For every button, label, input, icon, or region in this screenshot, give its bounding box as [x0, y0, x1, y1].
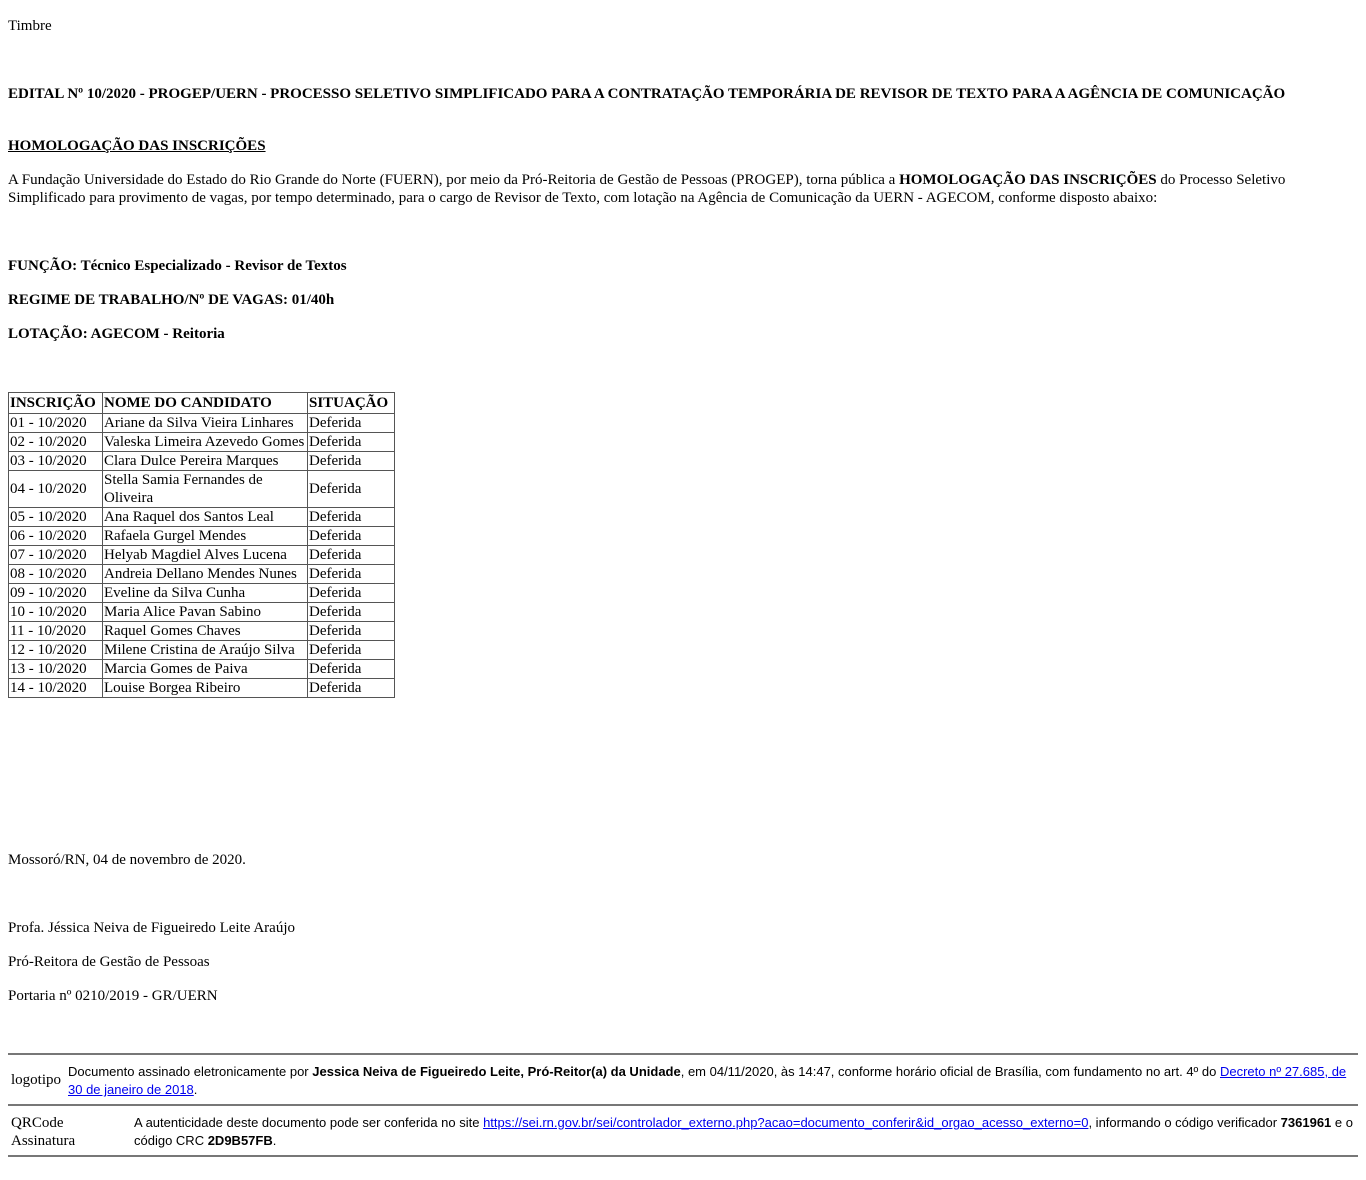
cell-nome: Ariane da Silva Vieira Linhares	[103, 414, 308, 433]
document-title: EDITAL Nº 10/2020 - PROGEP/UERN - PROCESSO SELETIVO SIMPLIFICADO PARA A CONTRATAÇÃO TEMPORÁRIA DE REVISOR DE TEXTO PARA A AGÊNCIA DE COMUNICAÇÃO	[8, 86, 1286, 102]
decree-link[interactable]: Decreto nº 27.685, de 30 de janeiro de 2018	[68, 1064, 1347, 1097]
qrcode-label: QRCode	[11, 1115, 64, 1131]
cell-situacao: Deferida	[308, 546, 395, 565]
cell-nome: Maria Alice Pavan Sabino	[103, 603, 308, 622]
signature-signer-name: Jessica Neiva de Figueiredo Leite	[312, 1064, 521, 1079]
cell-inscricao: 11 - 10/2020	[9, 622, 103, 641]
cell-inscricao: 05 - 10/2020	[9, 508, 103, 527]
qrcode-placeholder	[8, 1114, 134, 1150]
cell-situacao: Deferida	[308, 452, 395, 471]
cell-inscricao: 10 - 10/2020	[9, 603, 103, 622]
table-row	[9, 433, 395, 452]
cell-nome: Andreia Dellano Mendes Nunes	[103, 565, 308, 584]
verification-link[interactable]: https://sei.rn.gov.br/sei/controlador_externo.php?acao=documento_conferir&id_orgao_acesso_externo=0	[483, 1115, 1089, 1130]
header-situacao: SITUAÇÃO	[308, 393, 395, 414]
authenticity-text-middle: , informando o código verificador	[1088, 1115, 1281, 1130]
candidates-table	[8, 392, 395, 698]
crc-code: 2D9B57FB	[207, 1133, 273, 1148]
authenticity-text-end: .	[272, 1133, 277, 1148]
cell-inscricao: 02 - 10/2020	[9, 433, 103, 452]
table-row	[9, 660, 395, 679]
table-row	[9, 527, 395, 546]
work-regime-line: REGIME DE TRABALHO/Nº DE VAGAS: 01/40h	[8, 292, 335, 308]
place-and-date: Mossoró/RN, 04 de novembro de 2020.	[8, 852, 246, 868]
signature-row	[8, 1053, 1358, 1104]
cell-nome: Rafaela Gurgel Mendes	[103, 527, 308, 546]
signer-name: Profa. Jéssica Neiva de Figueiredo Leite Araújo	[8, 920, 295, 936]
cell-inscricao: 12 - 10/2020	[9, 641, 103, 660]
intro-text-bold: HOMOLOGAÇÃO DAS INSCRIÇÕES	[899, 172, 1157, 188]
cell-nome: Milene Cristina de Araújo Silva	[103, 641, 308, 660]
cell-situacao: Deferida	[308, 508, 395, 527]
cell-inscricao: 03 - 10/2020	[9, 452, 103, 471]
cell-inscricao: 06 - 10/2020	[9, 527, 103, 546]
cell-nome: Marcia Gomes de Paiva	[103, 660, 308, 679]
signer-portaria: Portaria nº 0210/2019 - GR/UERN	[8, 988, 218, 1004]
cell-inscricao: 08 - 10/2020	[9, 565, 103, 584]
logo-placeholder: logotipo	[11, 1072, 62, 1088]
table-row	[9, 622, 395, 641]
table-row	[9, 603, 395, 622]
signature-text-start: Documento assinado eletronicamente por	[68, 1064, 313, 1079]
intro-text-start: A Fundação Universidade do Estado do Rio Grande do Norte (FUERN), por meio da Pró-Reitoria de Gestão de Pessoas (PROGEP), torna pública a	[8, 172, 900, 188]
cell-nome: Helyab Magdiel Alves Lucena	[103, 546, 308, 565]
table-row	[9, 565, 395, 584]
authenticity-text-crc: e o código CRC	[134, 1115, 1353, 1148]
table-row	[9, 508, 395, 527]
signature-separator: ,	[520, 1064, 528, 1079]
cell-nome: Valeska Limeira Azevedo Gomes	[103, 433, 308, 452]
signature-text-middle: , em 04/11/2020, às 14:47, conforme horário oficial de Brasília, com fundamento no art. 4º do	[680, 1064, 1220, 1079]
table-header-row	[9, 393, 395, 414]
cell-situacao: Deferida	[308, 603, 395, 622]
signature-text-end: .	[193, 1082, 198, 1097]
cell-inscricao: 04 - 10/2020	[9, 471, 103, 508]
location-line: LOTAÇÃO: AGECOM - Reitoria	[8, 326, 225, 342]
function-line: FUNÇÃO: Técnico Especializado - Revisor de Textos	[8, 258, 347, 274]
cell-situacao: Deferida	[308, 660, 395, 679]
cell-inscricao: 14 - 10/2020	[9, 679, 103, 698]
table-row	[9, 584, 395, 603]
signature-text	[68, 1063, 1358, 1099]
cell-inscricao: 07 - 10/2020	[9, 546, 103, 565]
cell-nome: Stella Samia Fernandes de Oliveira	[103, 471, 308, 508]
letterhead-placeholder: Timbre	[8, 18, 52, 34]
cell-inscricao: 13 - 10/2020	[9, 660, 103, 679]
header-inscricao: INSCRIÇÃO	[9, 393, 103, 414]
cell-situacao: Deferida	[308, 584, 395, 603]
cell-nome: Eveline da Silva Cunha	[103, 584, 308, 603]
cell-situacao: Deferida	[308, 414, 395, 433]
cell-situacao: Deferida	[308, 527, 395, 546]
electronic-signature-footer	[8, 1053, 1358, 1157]
signer-role: Pró-Reitora de Gestão de Pessoas	[8, 954, 210, 970]
intro-text-end: do Processo Seletivo Simplificado para provimento de vagas, por tempo determinado, para o cargo de Revisor de Texto, com lotação na Agência de Comunicação da UERN - AGECOM, conforme disposto abaixo:	[8, 172, 1286, 206]
table-row	[9, 452, 395, 471]
authenticity-text	[134, 1114, 1358, 1150]
cell-inscricao: 09 - 10/2020	[9, 584, 103, 603]
cell-nome: Louise Borgea Ribeiro	[103, 679, 308, 698]
signature-signer-role: Pró-Reitor(a) da Unidade	[527, 1064, 681, 1079]
table-row	[9, 414, 395, 433]
authenticity-row	[8, 1104, 1358, 1157]
table-row	[9, 546, 395, 565]
cell-situacao: Deferida	[308, 433, 395, 452]
intro-paragraph	[8, 171, 1348, 207]
cell-situacao: Deferida	[308, 471, 395, 508]
cell-situacao: Deferida	[308, 679, 395, 698]
table-row	[9, 471, 395, 508]
cell-nome: Raquel Gomes Chaves	[103, 622, 308, 641]
cell-situacao: Deferida	[308, 622, 395, 641]
cell-nome: Clara Dulce Pereira Marques	[103, 452, 308, 471]
verifier-code: 7361961	[1280, 1115, 1332, 1130]
header-nome: NOME DO CANDIDATO	[103, 393, 308, 414]
cell-situacao: Deferida	[308, 565, 395, 584]
cell-situacao: Deferida	[308, 641, 395, 660]
authenticity-text-start: A autenticidade deste documento pode ser conferida no site	[134, 1115, 484, 1130]
cell-nome: Ana Raquel dos Santos Leal	[103, 508, 308, 527]
table-row	[9, 641, 395, 660]
table-row	[9, 679, 395, 698]
qrcode-sublabel: Assinatura	[11, 1133, 76, 1149]
cell-inscricao: 01 - 10/2020	[9, 414, 103, 433]
document-subtitle: HOMOLOGAÇÃO DAS INSCRIÇÕES	[8, 138, 266, 154]
